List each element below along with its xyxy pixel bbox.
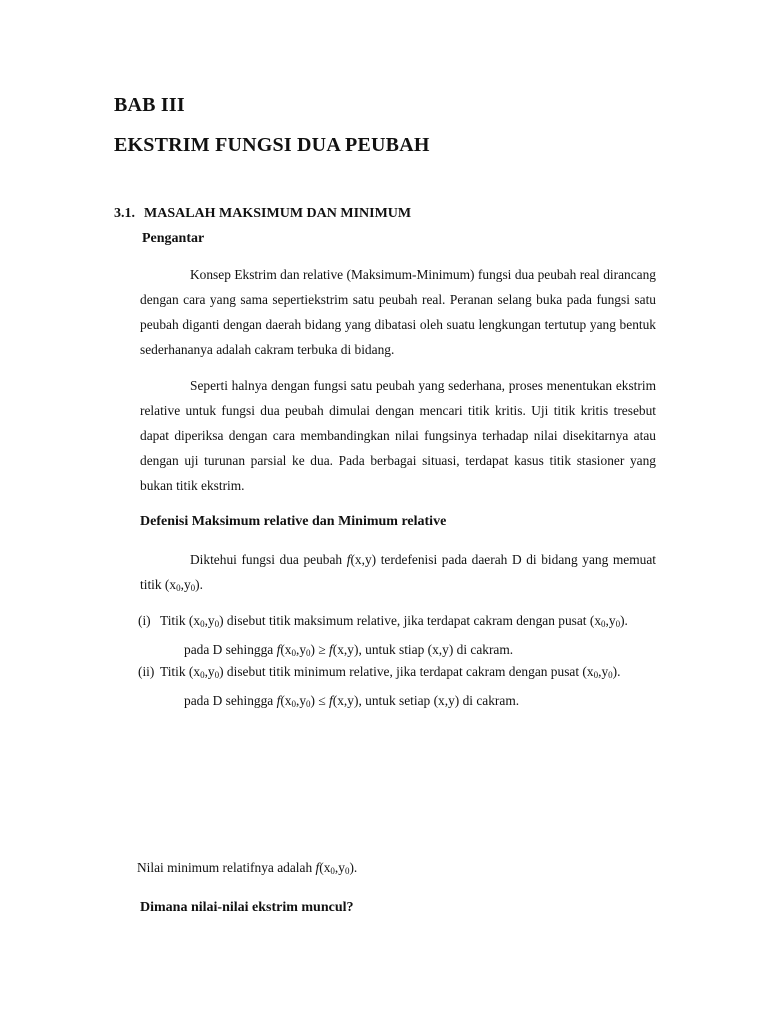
definition-item-min <box>138 659 656 717</box>
definition-text: Diktehui fungsi dua peubah f(x,y) terdefenisi pada daerah D di bidang yang memuat titik $(x_0,y_0)$. <box>140 552 657 593</box>
section-title: MASALAH MAKSIMUM DAN MINIMUM <box>144 206 412 221</box>
section-heading <box>114 206 411 222</box>
item-number: (i) <box>138 613 151 628</box>
paragraph-intro: Konsep Ekstrim dan relative (Maksimum-Minimum) fungsi dua peubah real dirancang dengan cara yang sama sepertiekstrim satu peubah real. Peranan selang buka pada fungsi satu peubah diganti dengan daerah bidang yang dibatasi oleh suatu lengkungan tertutup yang bentuk sederhananya adalah cakram terbuka di bidang. <box>140 267 656 357</box>
item-number: (ii) <box>138 664 155 679</box>
minimum-value-line: Nilai minimum relatifnya adalah $f(x_0,y_0)$. <box>137 860 358 876</box>
section-subtitle: Pengantar <box>142 231 205 246</box>
paragraph-critical-points: Seperti halnya dengan fungsi satu peubah yang sederhana, proses menentukan ekstrim relative untuk fungsi dua peubah dimulai dengan mencari titik kritis. Uji titik kritis tresebut dapat diperiksa dengan cara membandingkan nilai fungsinya terhadap nilai disekitarnya atau dengan uji turunan parsial ke dua. Pada berbagai situasi, terdapat kasus titik stasioner yang bukan titik ekstrim. <box>140 378 656 493</box>
definition-item-max <box>138 608 656 666</box>
item-continuation: pada D sehingga $f(x_0,y_0) \le f(x,y)$, untuk setiap (x,y) di cakram. <box>184 693 520 709</box>
section-number: 3.1. <box>114 206 135 221</box>
question-heading: Dimana nilai-nilai ekstrim muncul? <box>140 900 354 915</box>
item-continuation: pada D sehingga $f(x_0,y_0) \ge f(x,y)$, untuk stiap (x,y) di cakram. <box>184 642 514 658</box>
chapter-label: BAB III <box>114 94 185 116</box>
item-text: Titik $(x_0,y_0)$ disebut titik maksimum relative, jika terdapat cakram dengan pusat $(x_0,y_0)$. <box>160 613 628 629</box>
chapter-title: EKSTRIM FUNGSI DUA PEUBAH <box>114 134 430 156</box>
item-text: Titik $(x_0,y_0)$ disebut titik minimum relative, jika terdapat cakram dengan pusat $(x_0,y_0)$. <box>160 664 621 680</box>
definition-heading: Defenisi Maksimum relative dan Minimum relative <box>140 514 447 529</box>
